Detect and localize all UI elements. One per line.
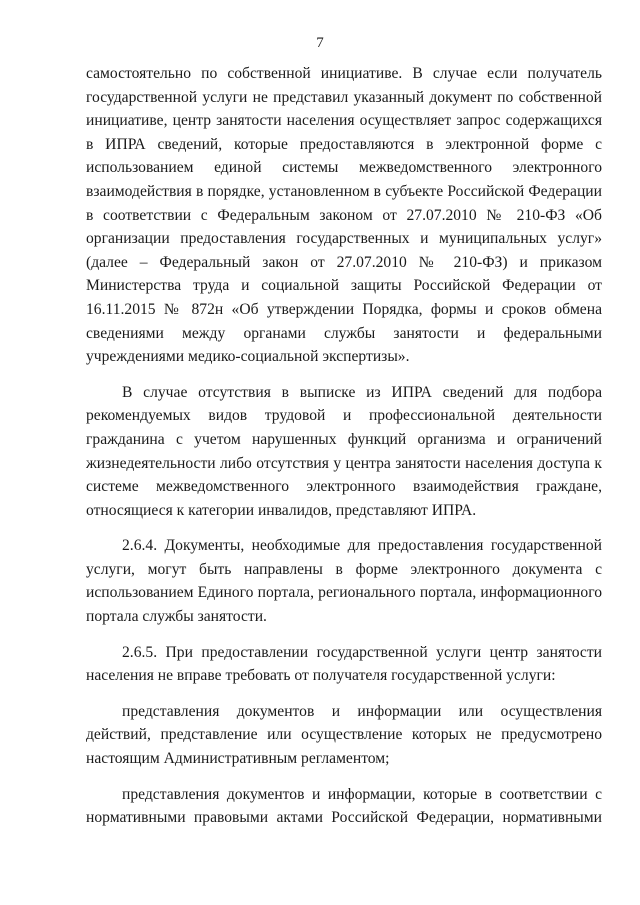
- paragraph-continuation: самостоятельно по собственной инициативе. В случае если получатель государственной услуги не представил указанный документ по собственной инициативе, центр занятости населения осуществляет запрос содержащихся в ИПРА сведений, которые предоставляются в электронной форме с использованием единой системы межведомственного электронного взаимодействия в порядке, установленном в субъекте Российской Федерации в соответствии с Федеральным законом от 27.07.2010 № 210-ФЗ «Об организации предоставления государственных и муниципальных услуг» (далее – Федеральный закон от 27.07.2010 № 210-ФЗ) и приказом Министерства труда и социальной защиты Российской Федерации от 16.11.2015 № 872н «Об утверждении Порядка, формы и сроков обмена сведениями между органами службы занятости и федеральными учреждениями медико-социальной экспертизы».: [86, 65, 602, 366]
- paragraph-ipra-absence: В случае отсутствия в выписке из ИПРА сведений для подбора рекомендуемых видов трудовой и профессиональной деятельности гражданина с учетом нарушенных функций организма и ограничений жизнедеятельности либо отсутствия у центра занятости населения доступа к системе межведомственного электронного взаимодействия граждане, относящиеся к категории инвалидов, представляют ИПРА.: [86, 383, 602, 519]
- document-body: [86, 62, 602, 830]
- page-number: 7: [316, 35, 324, 51]
- paragraph-list-item-1: представления документов и информации или осуществления действий, представление или осуществление которых не предусмотрено настоящим Административным регламентом;: [86, 702, 602, 768]
- paragraph-2-6-5: 2.6.5. При предоставлении государственной услуги центр занятости населения не вправе требовать от получателя государственной услуги:: [86, 643, 602, 685]
- paragraph-2-6-4: 2.6.4. Документы, необходимые для предоставления государственной услуги, могут быть направлены в форме электронного документа с использованием Единого портала, регионального портала, информационного портала службы занятости.: [86, 537, 602, 626]
- paragraph-list-item-2: представления документов и информации, которые в соответствии с нормативными правовыми актами Российской Федерации, нормативными: [86, 785, 602, 827]
